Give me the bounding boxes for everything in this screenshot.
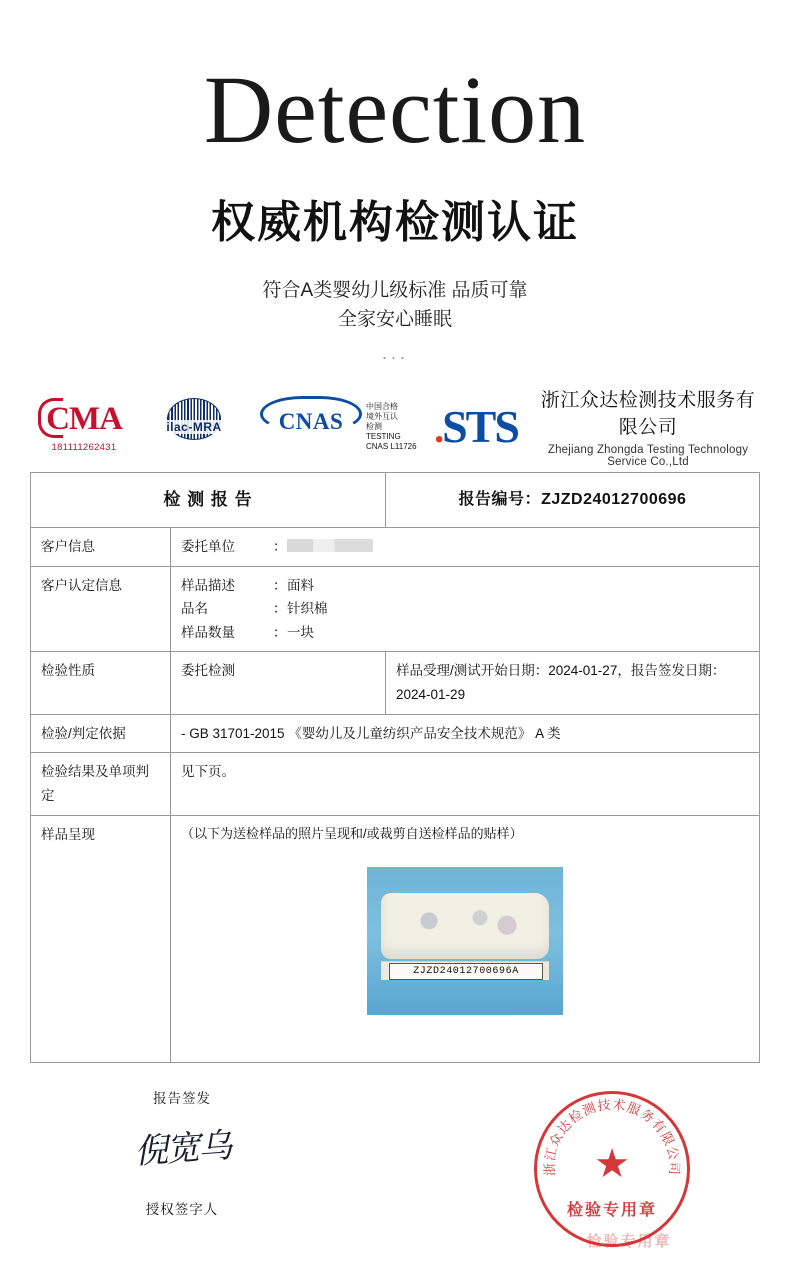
stamp-ghost-text: 检验专用章: [586, 1232, 672, 1250]
report-title-cell: 检 测 报 告: [31, 472, 386, 527]
customer-info-label: 客户信息: [31, 527, 171, 566]
report-number-label: 报告编号：: [458, 490, 542, 508]
company-identity: [530, 385, 760, 468]
sts-dot-icon: .: [434, 405, 443, 451]
cma-logo: [30, 401, 138, 453]
sample-photo: [367, 867, 563, 1015]
stamp-arc-text: 浙江众达检测技术服务有限公司: [541, 1096, 683, 1176]
table-row-sample-presentation: [31, 815, 760, 1062]
basis-value: - GB 31701-2015 《婴幼儿及儿童纺织产品安全技术规范》 A 类: [171, 714, 760, 753]
sts-label: STS: [442, 400, 518, 452]
report-number-cell: [386, 472, 760, 527]
cnas-note-line2: 境外互认: [366, 411, 398, 421]
inspection-nature-value: 委托检测: [171, 652, 386, 714]
issue-label: 报告签发: [153, 1090, 211, 1106]
cnas-note-line5: CNAS L11726: [366, 441, 417, 451]
product-name-key: 品名: [181, 601, 208, 617]
company-name-cn: 浙江众达检测技术服务有限公司: [540, 390, 756, 439]
table-row-inspection-nature: [31, 652, 760, 714]
cma-number: 181111262431: [51, 441, 117, 453]
sample-qty-value: 一块: [287, 624, 314, 640]
cnas-note-line3: 检测: [366, 421, 382, 431]
sample-qty-colon: ：: [273, 624, 287, 640]
sample-desc-key: 样品描述: [181, 577, 235, 593]
product-name-colon: ：: [273, 601, 287, 617]
customer-info-value: [171, 527, 760, 566]
cma-mark-text: CMA: [40, 401, 128, 438]
page-title: Detection: [203, 56, 587, 163]
sample-presentation-label: 样品呈现: [31, 815, 171, 1062]
ilac-label: ilac-MRA: [138, 420, 250, 434]
product-name-value: 针织棉: [287, 601, 328, 617]
official-stamp: [534, 1091, 690, 1247]
sample-presentation-note: （以下为送检样品的照片呈现和/或裁剪自送检样品的贴样）: [181, 825, 523, 841]
entrust-unit-colon: ：: [273, 538, 287, 554]
entrust-unit-value: [287, 535, 749, 559]
hero-description-line2: 全家安心睡眠: [337, 309, 452, 331]
cnas-logo: [250, 396, 372, 458]
identified-info-value: [171, 566, 760, 652]
table-row-identified-info: [31, 566, 760, 652]
cnas-label: CNAS: [278, 408, 344, 434]
sample-desc-colon: ：: [273, 577, 287, 593]
result-value: 见下页。: [171, 753, 760, 815]
sample-presentation-cell: [171, 815, 760, 1062]
sts-logo: [422, 400, 530, 452]
sample-qty-row: [181, 621, 749, 645]
identified-info-label: 客户认定信息: [31, 566, 171, 652]
cnas-note-line1: 中国合格: [366, 401, 398, 411]
redacted-block: [287, 539, 373, 552]
star-icon: ★: [594, 1141, 630, 1186]
stamp-bottom-text: 检验专用章: [566, 1201, 657, 1219]
cnas-note-line4: TESTING: [366, 431, 401, 441]
report-footer: [30, 1087, 760, 1250]
table-row-customer-info: [31, 527, 760, 566]
report-table: [30, 472, 760, 1063]
sample-desc-row: [181, 574, 749, 598]
signature-block: [82, 1087, 282, 1218]
sample-qty-key: 样品数量: [181, 624, 235, 640]
sample-photo-code: ZJZD24012700696A: [389, 963, 543, 980]
entrust-unit-key: 委托单位: [181, 538, 235, 554]
entrust-unit-row: [181, 535, 749, 559]
report-number-value: ZJZD24012700696: [541, 490, 687, 508]
accreditation-logo-band: [30, 390, 760, 469]
company-name-en: Zhejiang Zhongda Testing Technology Service Co.,Ltd: [547, 444, 749, 469]
table-row-result: [31, 753, 760, 815]
signature-image: 倪宽乌: [133, 1127, 232, 1171]
sample-desc-value: 面料: [287, 577, 314, 593]
hero-description: [0, 276, 790, 335]
pillow-image: [381, 893, 549, 959]
result-label: 检验结果及单项判定: [31, 753, 171, 815]
authorized-signatory-label: 授权签字人: [145, 1201, 219, 1217]
table-row-basis: [31, 714, 760, 753]
product-name-row: [181, 597, 749, 621]
basis-label: 检验/判定依据: [31, 714, 171, 753]
table-row-title: [31, 472, 760, 527]
ilac-mra-logo: [138, 398, 250, 456]
page-subtitle: 权威机构检测认证: [211, 198, 579, 247]
report-page: [0, 56, 790, 1274]
ellipsis-divider: ···: [381, 346, 409, 367]
inspection-nature-label: 检验性质: [31, 652, 171, 714]
cnas-accreditation-note: [366, 402, 422, 452]
inspection-dates-value: 样品受理/测试开始日期：2024-01-27，报告签发日期：2024-01-29: [386, 652, 760, 714]
hero-description-line1: 符合A类婴幼儿级标准 品质可靠: [262, 280, 528, 301]
